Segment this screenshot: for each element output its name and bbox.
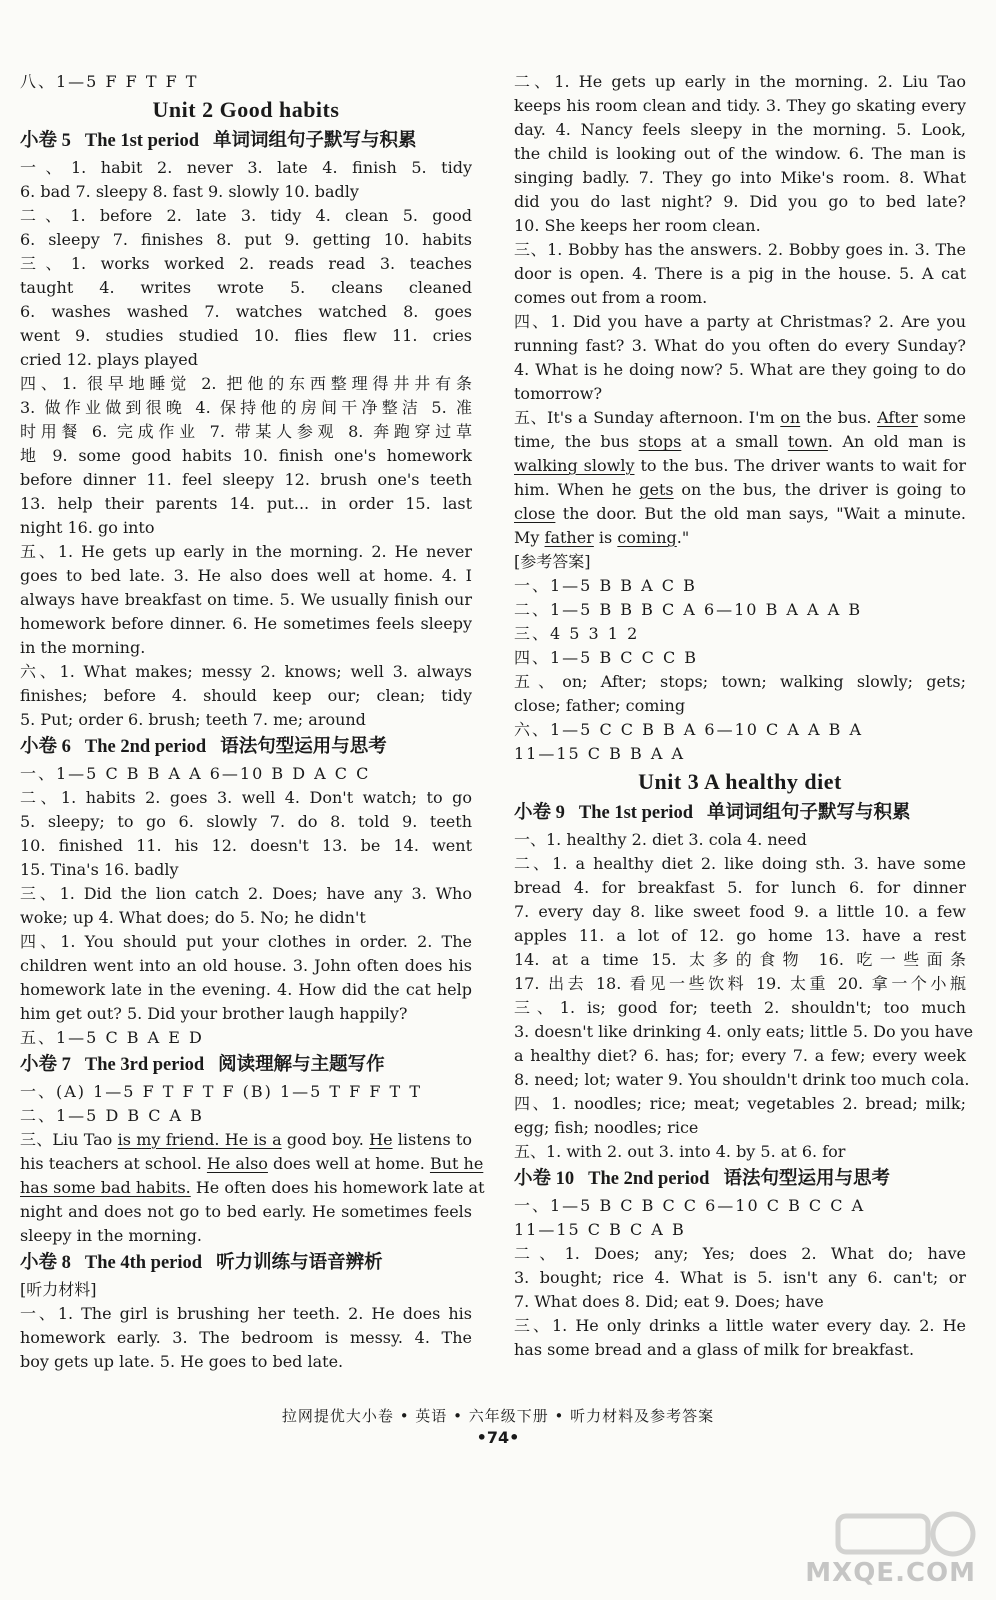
text-line: homework late in the evening. 4. How did the cat help bbox=[20, 980, 472, 999]
passage-line: time, the bus stops at a small town. An old man is bbox=[514, 432, 967, 451]
text-line: 六、1. What makes; messy 2. knows; well 3. always bbox=[20, 662, 472, 681]
text-line: went 9. studies studied 10. flies flew 11. cries bbox=[20, 326, 472, 345]
period-juan: 小卷 7 bbox=[20, 1055, 71, 1075]
text-line: 5. sleepy; to go 6. slowly 7. do 8. told 9. teeth bbox=[20, 812, 472, 831]
right-column bbox=[514, 70, 974, 1362]
text-line: 三、1. works worked 2. reads read 3. teaches bbox=[20, 254, 472, 273]
text-line: the child is looking out of the window. 6. The man is bbox=[514, 144, 966, 163]
text-line: 3. doesn't like drinking 4. only eats; little 5. Do you have bbox=[514, 1022, 974, 1041]
text-line: before dinner 11. feel sleepy 12. brush one's teeth bbox=[20, 470, 472, 489]
period-title: The 2nd period bbox=[84, 737, 207, 757]
answer-line: 六、1—5 C C B B A 6—10 C A A B A bbox=[514, 720, 864, 739]
answer-line: 11—15 C B C A B bbox=[514, 1220, 686, 1239]
text-line: him get out? 5. Did your brother laugh happily? bbox=[20, 1004, 408, 1023]
text-line: woke; up 4. What does; do 5. No; he didn't bbox=[20, 908, 366, 927]
unit-heading: Unit 2 Good habits bbox=[152, 97, 340, 122]
text-line: 5. Put; order 6. brush; teeth 7. me; around bbox=[20, 710, 366, 729]
text-line: 6. washes washed 7. watches watched 8. goes bbox=[20, 302, 472, 321]
text-line: comes out from a room. bbox=[514, 288, 708, 307]
text-line: apples 11. a lot of 12. go home 13. have a rest bbox=[514, 926, 966, 945]
answer-line: 二、1—5 B B B C A 6—10 B A A A B bbox=[514, 600, 863, 619]
left-column bbox=[20, 70, 485, 1374]
text-line: 10. finished 11. his 12. doesn't 13. be 14. went bbox=[20, 836, 472, 855]
period-heading bbox=[20, 732, 472, 762]
text-line: day. 4. Nancy feels sleepy in the morning. 5. Look, bbox=[514, 120, 966, 139]
answer-line: 八、1—5 F F T F T bbox=[20, 72, 199, 91]
text-line: 4. What is he doing now? 5. What are they going to do bbox=[514, 360, 966, 379]
text-line: 3. bought; rice 4. What is 5. isn't any 6. can't; or bbox=[514, 1268, 966, 1287]
text-line: 四、1. You should put your clothes in order. 2. The bbox=[20, 932, 472, 951]
answer-line: 一、1—5 B C B C C 6—10 C B C C A bbox=[514, 1196, 866, 1215]
period-cn: 语法句型运用与思考 bbox=[220, 737, 387, 757]
text-line: 15. Tina's 16. badly bbox=[20, 860, 179, 879]
answer-line: 三、4 5 3 1 2 bbox=[514, 624, 640, 643]
answer-line: 四、1—5 B C C C B bbox=[514, 648, 699, 667]
text-line: 二、1. before 2. late 3. tidy 4. clean 5. good bbox=[20, 206, 472, 225]
text-line: egg; fish; noodles; rice bbox=[514, 1118, 699, 1137]
passage-line: his teachers at school. He also does well at home. But he bbox=[20, 1154, 484, 1173]
text-line: a healthy diet? 6. has; for; every 7. a few; every week bbox=[514, 1046, 966, 1065]
passage-line: has some bad habits. He often does his homework late at bbox=[20, 1178, 485, 1197]
text-line: 7. What does 8. Did; eat 9. Does; have bbox=[514, 1292, 824, 1311]
period-juan: 小卷 9 bbox=[514, 803, 565, 823]
text-line: cried 12. plays played bbox=[20, 350, 198, 369]
text-line: goes to bed late. 3. He also does well at home. 4. I bbox=[20, 566, 472, 585]
text-line: 6. bad 7. sleepy 8. fast 9. slowly 10. badly bbox=[20, 182, 359, 201]
text-line: in the morning. bbox=[20, 638, 146, 657]
text-line: always have breakfast on time. 5. We usually finish our bbox=[20, 590, 472, 609]
period-heading bbox=[20, 1050, 472, 1080]
period-cn: 单词词组句子默写与积累 bbox=[212, 131, 417, 151]
text-line: 二、1. Does; any; Yes; does 2. What do; have bbox=[514, 1244, 966, 1263]
period-heading bbox=[514, 798, 966, 828]
text-line: 13. help their parents 14. put... in order 15. last bbox=[20, 494, 472, 513]
text-line: 五、1. He gets up early in the morning. 2. He never bbox=[20, 542, 472, 561]
period-juan: 小卷 10 bbox=[514, 1169, 575, 1189]
text-line: singing badly. 7. They go into Mike's room. 8. What bbox=[514, 168, 966, 187]
text-line: door is open. 4. There is a pig in the house. 5. A cat bbox=[514, 264, 966, 283]
period-title: The 2nd period bbox=[588, 1169, 710, 1189]
text-line: 3. 做作业做到很晚 4. 保持他的房间干净整洁 5. 准 bbox=[20, 398, 472, 417]
answer-line: 二、1—5 D B C A B bbox=[20, 1106, 204, 1125]
period-juan: 小卷 5 bbox=[20, 131, 71, 151]
text-line: 二、1. habits 2. goes 3. well 4. Don't watch; to go bbox=[20, 788, 472, 807]
text-line: 7. every day 8. like sweet food 9. a little 10. a few bbox=[514, 902, 966, 921]
text-line: 五、on; After; stops; town; walking slowly; gets; bbox=[514, 672, 966, 691]
text-line: 四、1. 很早地睡觉 2. 把他的东西整理得井井有条 bbox=[20, 374, 472, 393]
text-line: 四、1. Did you have a party at Christmas? 2. Are you bbox=[514, 312, 966, 331]
answer-line: 一、1—5 C B B A A 6—10 B D A C C bbox=[20, 764, 371, 783]
text-line: 时用餐 6. 完成作业 7. 带某人参观 8. 奔跑穿过草 bbox=[20, 422, 472, 441]
period-cn: 听力训练与语音辨析 bbox=[216, 1253, 383, 1273]
text-line: 17. 出去 18. 看见一些饮料 19. 太重 20. 拿一个小瓶 bbox=[514, 974, 966, 993]
text-line: 四、1. noodles; rice; meat; vegetables 2. bread; milk; bbox=[514, 1094, 966, 1113]
publisher-line: 拉网提优大小卷 • 英语 • 六年级下册 • 听力材料及参考答案 bbox=[281, 1407, 715, 1425]
period-heading bbox=[20, 126, 472, 156]
text-line: 三、1. Did the lion catch 2. Does; have any 3. Who bbox=[20, 884, 472, 903]
text-line: bread 4. for breakfast 5. for lunch 6. for dinner bbox=[514, 878, 966, 897]
page-number: •74• bbox=[476, 1428, 520, 1447]
text-line: 6. sleepy 7. finishes 8. put 9. getting 10. habits bbox=[20, 230, 472, 249]
text-line: 三、1. is; good for; teeth 2. shouldn't; too much bbox=[514, 998, 966, 1017]
watermark-text: MXQE.COM bbox=[805, 1558, 976, 1588]
period-cn: 阅读理解与主题写作 bbox=[218, 1055, 385, 1075]
section-bracket-label: [参考答案] bbox=[514, 552, 591, 571]
section-bracket-label: [听力材料] bbox=[20, 1280, 97, 1299]
answer-line: 一、(A) 1—5 F T F T F (B) 1—5 T F F T T bbox=[20, 1082, 422, 1101]
passage-line: 三、Liu Tao is my friend. He is a good boy. He listens to bbox=[20, 1130, 473, 1149]
text-line: 一、1. habit 2. never 3. late 4. finish 5. tidy bbox=[20, 158, 472, 177]
text-line: 10. She keeps her room clean. bbox=[514, 216, 761, 235]
period-juan: 小卷 6 bbox=[20, 737, 71, 757]
text-line: children went into an old house. 3. John often does his bbox=[20, 956, 472, 975]
text-line: night 16. go into bbox=[20, 518, 155, 537]
period-cn: 语法句型运用与思考 bbox=[723, 1169, 890, 1189]
text-line: 二、1. a healthy diet 2. like doing sth. 3. have some bbox=[514, 854, 966, 873]
text-line: taught 4. writes wrote 5. cleans cleaned bbox=[20, 278, 472, 297]
text-line: 14. at a time 15. 太多的食物 16. 吃一些面条 bbox=[514, 950, 966, 969]
text-line: running fast? 3. What do you often do every Sunday? bbox=[514, 336, 966, 355]
text-line: tomorrow? bbox=[514, 384, 603, 403]
period-cn: 单词词组句子默写与积累 bbox=[706, 803, 911, 823]
text-line: homework before dinner. 6. He sometimes feels sleepy bbox=[20, 614, 472, 633]
text-line: 五、1. with 2. out 3. into 4. by 5. at 6. for bbox=[514, 1142, 846, 1161]
period-title: The 1st period bbox=[84, 131, 199, 151]
period-heading bbox=[20, 1248, 472, 1278]
text-line: sleepy in the morning. bbox=[20, 1226, 202, 1245]
text-line: 三、1. Bobby has the answers. 2. Bobby goes in. 3. The bbox=[514, 240, 966, 259]
passage-line: walking slowly to the bus. The driver wants to wait for bbox=[514, 456, 967, 475]
answer-line: 一、1—5 B B A C B bbox=[514, 576, 697, 595]
period-juan: 小卷 8 bbox=[20, 1253, 71, 1273]
text-line: boy gets up late. 5. He goes to bed late. bbox=[20, 1352, 344, 1371]
period-title: The 1st period bbox=[578, 803, 693, 823]
text-line: 地 9. some good habits 10. finish one's homework bbox=[20, 446, 472, 465]
passage-line: close the door. But the old man says, "Wait a minute. bbox=[514, 504, 966, 523]
text-line: night and does not go to bed early. He sometimes feels bbox=[20, 1202, 472, 1221]
text-line: 二、1. He gets up early in the morning. 2. Liu Tao bbox=[514, 72, 966, 91]
passage-line: 五、It's a Sunday afternoon. I'm on the bus. After some bbox=[514, 408, 966, 427]
text-line: homework early. 3. The bedroom is messy. 4. The bbox=[20, 1328, 472, 1347]
page-footer bbox=[0, 1405, 996, 1449]
period-title: The 4th period bbox=[84, 1253, 203, 1273]
text-line: 三、1. He only drinks a little water every day. 2. He bbox=[514, 1316, 966, 1335]
passage-line: My father is coming." bbox=[514, 528, 690, 547]
period-heading bbox=[514, 1164, 966, 1194]
text-line: 一、1. healthy 2. diet 3. cola 4. need bbox=[514, 830, 807, 849]
text-line: has some bread and a glass of milk for breakfast. bbox=[514, 1340, 915, 1359]
passage-line: him. When he gets on the bus, the driver is going to bbox=[514, 480, 967, 499]
answer-line: 11—15 C B B A A bbox=[514, 744, 686, 763]
period-title: The 3rd period bbox=[84, 1055, 205, 1075]
unit-heading: Unit 3 A healthy diet bbox=[638, 769, 842, 794]
answer-line: 五、1—5 C B A E D bbox=[20, 1028, 204, 1047]
text-line: keeps his room clean and tidy. 3. They go skating every bbox=[514, 96, 966, 115]
text-line: did you do last night? 9. Did you go to bed late? bbox=[514, 192, 966, 211]
text-line: finishes; before 4. should keep our; clean; tidy bbox=[20, 686, 472, 705]
text-line: close; father; coming bbox=[514, 696, 686, 715]
text-line: 8. need; lot; water 9. You shouldn't drink too much cola. bbox=[514, 1070, 970, 1089]
text-line: 一、1. The girl is brushing her teeth. 2. He does his bbox=[20, 1304, 472, 1323]
